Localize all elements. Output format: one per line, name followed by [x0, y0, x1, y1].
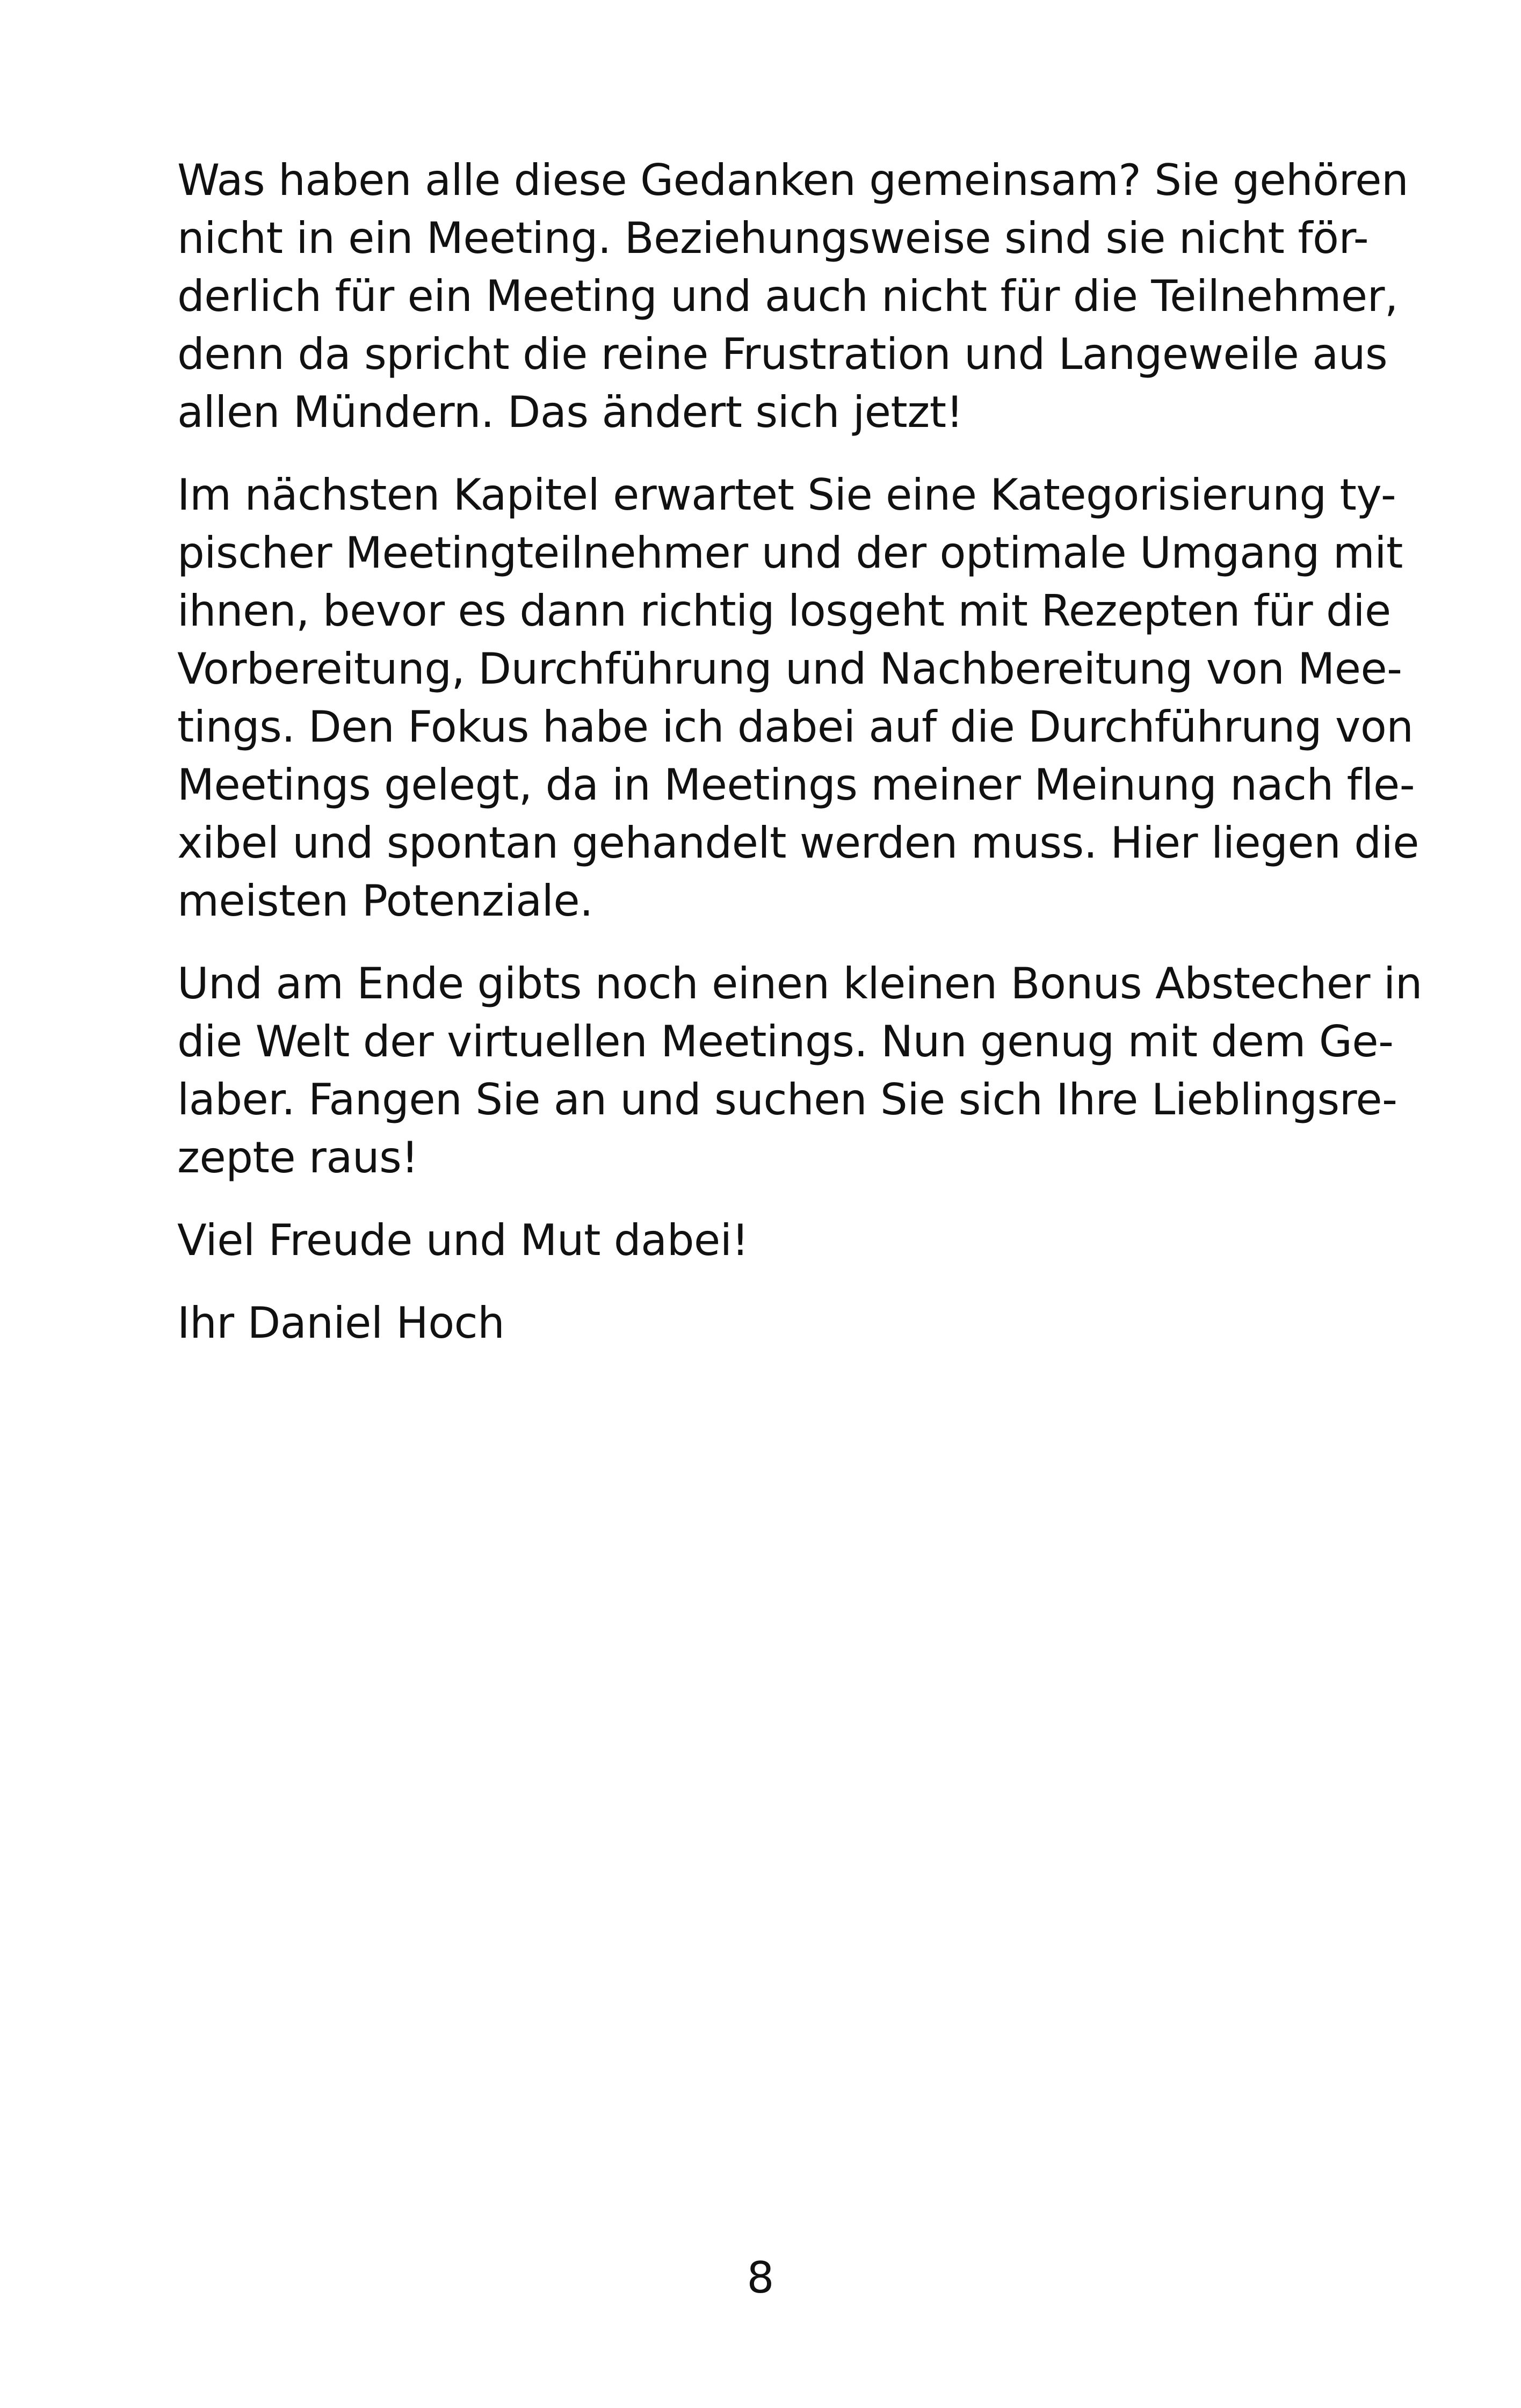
text-line: Viel Freude und Mut dabei! — [177, 1215, 749, 1265]
text-line: derlich für ein Meeting und auch nicht für die Teilnehmer, — [177, 271, 1398, 321]
text-line: Meetings gelegt, da in Meetings meiner Meinung nach fle- — [177, 760, 1415, 810]
signature-line — [177, 1294, 1348, 1352]
text-line: xibel und spontan gehandelt werden muss. Hier liegen die — [177, 818, 1419, 868]
text-line: pischer Meetingteilnehmer und der optimale Umgang mit — [177, 528, 1403, 578]
text-line: ihnen, bevor es dann richtig losgeht mit Rezepten für die — [177, 586, 1391, 636]
text-line: allen Mündern. Das ändert sich jetzt! — [177, 387, 964, 437]
page-number: 8 — [747, 2253, 774, 2303]
text-line: laber. Fangen Sie an und suchen Sie sich Ihre Lieblingsre- — [177, 1075, 1397, 1125]
text-line: Ihr Daniel Hoch — [177, 1298, 505, 1348]
text-line: Und am Ende gibts noch einen kleinen Bonus Abstecher in — [177, 959, 1422, 1009]
text-line: meisten Potenziale. — [177, 876, 593, 926]
text-line: tings. Den Fokus habe ich dabei auf die Durchführung von — [177, 702, 1414, 752]
body-text — [177, 151, 1422, 1377]
paragraph-3 — [177, 955, 1422, 1187]
text-line: Vorbereitung, Durchführung und Nachbereitung von Mee- — [177, 644, 1402, 694]
text-line: zepte raus! — [177, 1133, 418, 1183]
text-line: Im nächsten Kapitel erwartet Sie eine Kategorisierung ty- — [177, 470, 1396, 520]
paragraph-1 — [177, 151, 1409, 441]
text-line: nicht in ein Meeting. Beziehungsweise sind sie nicht för- — [177, 213, 1369, 263]
text-line: die Welt der virtuellen Meetings. Nun genug mit dem Ge- — [177, 1017, 1394, 1067]
paragraph-2 — [177, 466, 1419, 930]
paragraph-4 — [177, 1212, 1348, 1270]
text-line: denn da spricht die reine Frustration und Langeweile aus — [177, 329, 1388, 379]
text-line: Was haben alle diese Gedanken gemeinsam? Sie gehören — [177, 155, 1409, 205]
